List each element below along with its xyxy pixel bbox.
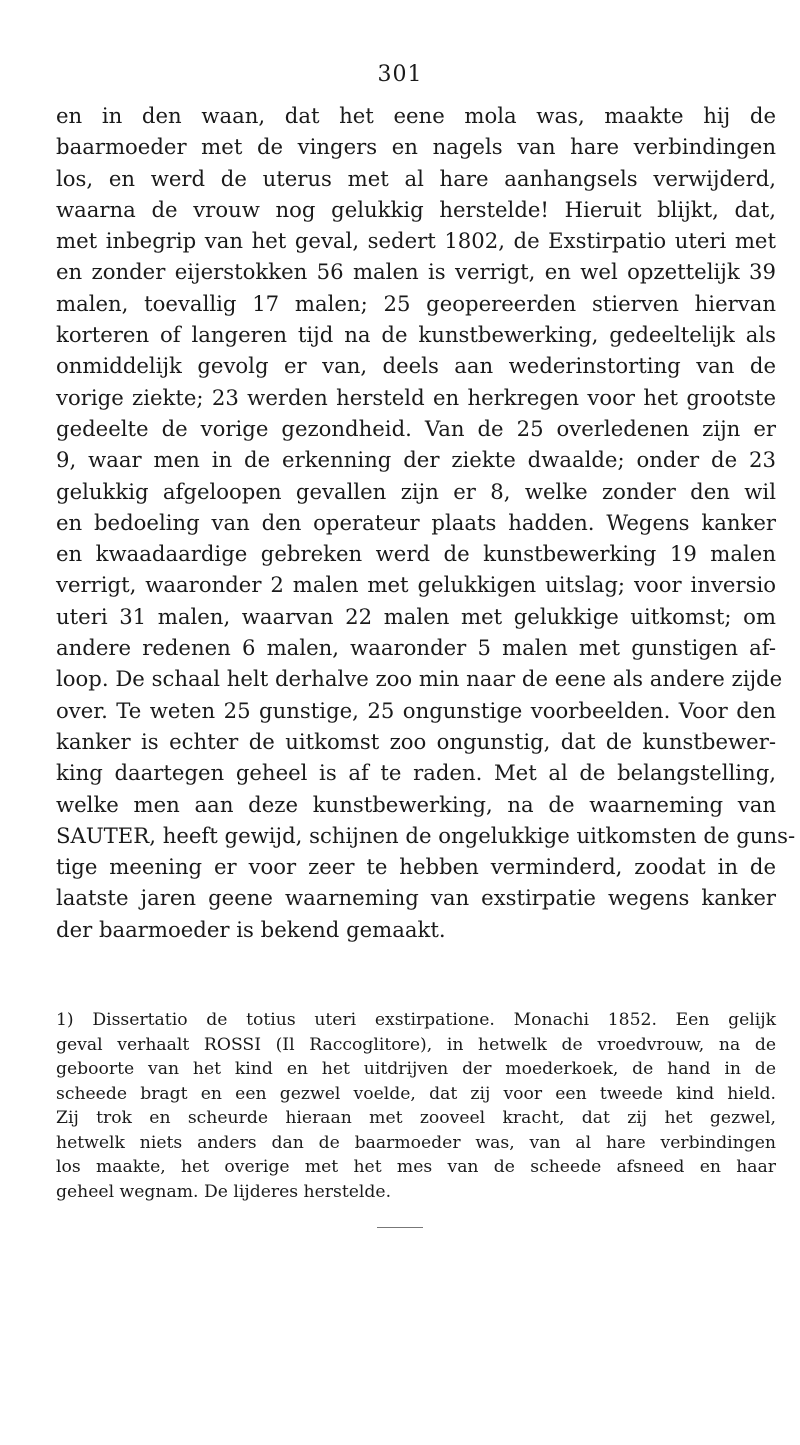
page-number: 301 xyxy=(377,62,423,87)
text-line: laatste jaren geene waarneming van exstirpatie wegens kanker xyxy=(56,885,776,911)
text-line: king daartegen geheel is af te raden. Met al de belangstelling, xyxy=(56,760,776,786)
footnote xyxy=(56,1008,776,1204)
text-line: der baarmoeder is bekend gemaakt. xyxy=(56,916,446,942)
ornament-line xyxy=(377,1227,423,1228)
ornament-divider xyxy=(0,1220,800,1234)
text-line: en zonder eijerstokken 56 malen is verrigt, en wel opzettelijk 39 xyxy=(56,259,776,285)
text-line: welke men aan deze kunstbewerking, na de waarneming van xyxy=(56,791,776,817)
text-line: SAUTER, heeft gewijd, schijnen de ongelukkige uitkomsten de guns- xyxy=(56,822,796,848)
footnote-line: los maakte, het overige met het mes van de scheede afsneed en haar xyxy=(56,1157,776,1177)
text-line: en in den waan, dat het eene mola was, maakte hij de xyxy=(56,103,776,128)
text-line: 9, waar men in de erkenning der ziekte dwaalde; onder de 23 xyxy=(56,447,776,473)
footnote-line: Zij trok en scheurde hieraan met zooveel kracht, dat zij het gezwel, xyxy=(56,1108,776,1128)
text-line: loop. De schaal helt derhalve zoo min naar de eene als andere zijde xyxy=(56,666,783,692)
footnote-line: 1) Dissertatio de totius uteri exstirpatione. Monachi 1852. Een gelijk xyxy=(56,1010,776,1030)
text-line: met inbegrip van het geval, sedert 1802, de Exstirpatio uteri met xyxy=(56,228,776,254)
text-line: uteri 31 malen, waarvan 22 malen met gelukkige uitkomst; om xyxy=(56,603,776,629)
footnote-line: hetwelk niets anders dan de baarmoeder was, van al hare verbindingen xyxy=(56,1132,776,1153)
footnote-line: geheel wegnam. De lijderes herstelde. xyxy=(56,1181,392,1202)
text-line: onmiddelijk gevolg er van, deels aan wederinstorting van de xyxy=(56,353,776,379)
text-line: en bedoeling van den operateur plaats hadden. Wegens kanker xyxy=(56,509,776,535)
footnote-line: scheede bragt en een gezwel voelde, dat zij voor een tweede kind hield. xyxy=(56,1083,776,1104)
text-line: tige meening er voor zeer te hebben verminderd, zoodat in de xyxy=(56,854,776,880)
text-line: over. Te weten 25 gunstige, 25 ongunstige voorbeelden. Voor den xyxy=(56,697,776,723)
text-line: kanker is echter de uitkomst zoo ongunstig, dat de kunstbewer- xyxy=(56,728,776,754)
text-line: korteren of langeren tijd na de kunstbewerking, gedeeltelijk als xyxy=(56,322,776,348)
text-line: baarmoeder met de vingers en nagels van hare verbindingen xyxy=(56,134,776,160)
text-line: verrigt, waaronder 2 malen met gelukkigen uitslag; voor inversio xyxy=(56,572,776,598)
text-line: vorige ziekte; 23 werden hersteld en herkregen voor het grootste xyxy=(56,384,776,410)
text-line: waarna de vrouw nog gelukkig herstelde! Hieruit blijkt, dat, xyxy=(56,196,776,222)
main-text xyxy=(56,100,796,945)
text-line: gedeelte de vorige gezondheid. Van de 25 overledenen zijn er xyxy=(56,415,776,441)
text-line: los, en werd de uterus met al hare aanhangsels verwijderd, xyxy=(56,165,776,191)
text-line: gelukkig afgeloopen gevallen zijn er 8, welke zonder den wil xyxy=(56,478,776,504)
text-line: malen, toevallig 17 malen; 25 geopereerden stierven hiervan xyxy=(56,290,776,316)
text-line: andere redenen 6 malen, waaronder 5 malen met gunstigen af- xyxy=(56,635,776,661)
footnote-line: geval verhaalt ROSSI (Il Raccoglitore), in hetwelk de vroedvrouw, na de xyxy=(56,1034,776,1055)
footnote-line: geboorte van het kind en het uitdrijven der moederkoek, de hand in de xyxy=(56,1059,776,1079)
text-line: en kwaadaardige gebreken werd de kunstbewerking 19 malen xyxy=(56,541,776,567)
